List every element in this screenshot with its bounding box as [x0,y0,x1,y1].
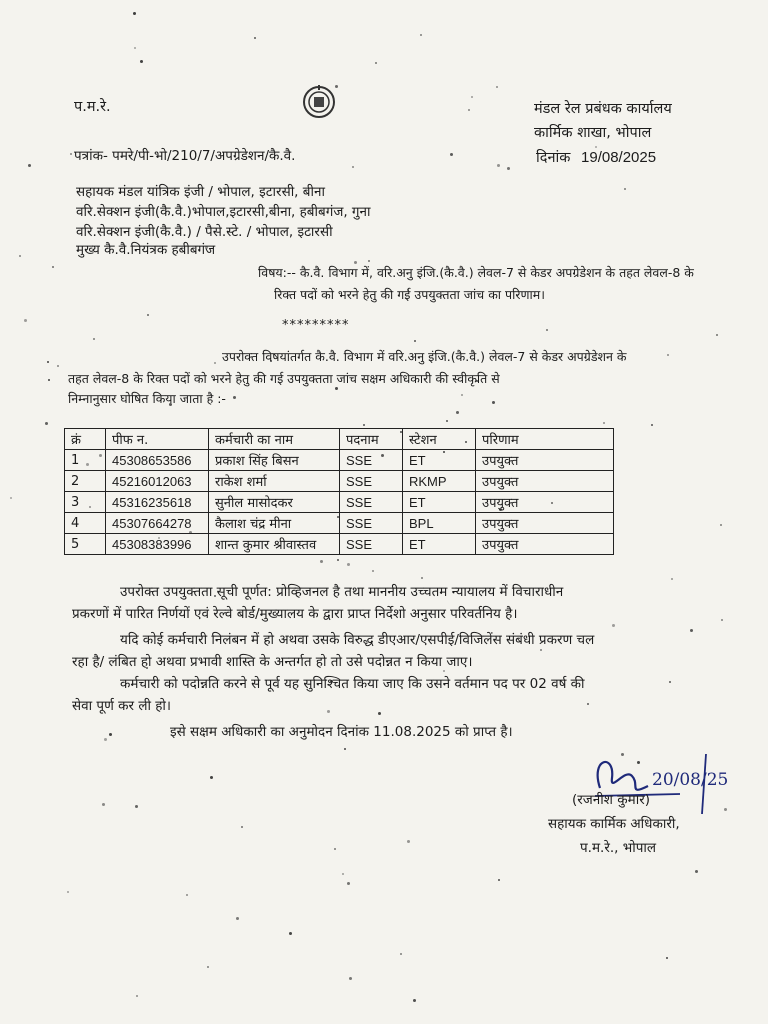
paper-speck [667,354,669,356]
paper-speck [497,164,500,167]
paper-speck [67,891,69,893]
paper-speck [186,894,188,896]
paper-speck [721,619,723,621]
paper-speck [671,578,673,580]
paper-speck [407,840,410,843]
letter-number: पत्रांक- पमरे/पी-भो/210/7/अपग्रेडेशन/कै.वै. [74,148,296,164]
paper-speck [603,422,605,424]
paper-speck [134,47,136,49]
paper-speck [210,776,213,779]
para-2-line-1: यदि कोई कर्मचारी निलंबन में हो अथवा उसके विरुद्ध डीएआर/एसपीई/विजिलेंस संबंधी प्रकरण चल [120,632,595,648]
paper-speck [695,870,698,873]
paper-speck [28,164,31,167]
table-row [65,534,614,555]
paper-speck [413,999,416,1002]
paper-speck [498,879,500,881]
paper-speck [320,560,323,563]
intro-line-1: उपरोक्त विषयांतर्गत कै.वै. विभाग में वरि.अनु इंजि.(कै.वै.) लेवल-7 से केडर अपग्रेडेशन के [222,349,627,364]
paper-speck [507,167,510,170]
paper-speck [45,422,48,425]
subject-line-1: विषय:-- कै.वै. विभाग में, वरि.अनु इंजि.(कै.वै.) लेवल-7 से केडर अपग्रेडेशन के तहत लेवल-8 के [258,265,694,280]
office-branch: कार्मिक शाखा, भोपाल [534,125,652,141]
railway-code: प.म.रे. [74,99,111,115]
paper-speck [140,60,143,63]
cell-result: उपयुक्त [476,492,614,513]
paper-speck [19,255,21,257]
paper-speck [335,387,338,390]
paper-speck [375,62,377,64]
cell-result: उपयुक्त [476,513,614,534]
paper-speck [400,953,402,955]
col-header-designation: पदनाम [340,429,403,450]
cell-station: RKMP [403,471,476,492]
col-header-employee-name: कर्मचारी का नाम [209,429,340,450]
paper-speck [690,629,693,632]
paper-speck [133,12,136,15]
signatory-name: (रजनीश कुमार) [572,792,650,808]
paper-speck [420,34,422,36]
paper-speck [52,266,54,268]
cell-station: ET [403,534,476,555]
paper-speck [368,260,370,262]
cell-designation: SSE [340,492,403,513]
intro-line-2: तहत लेवल-8 के रिक्त पदों को भरने हेतु की गई उपयुक्तता जांच सक्षम अधिकारी की स्वीकृति से [68,371,500,386]
paper-speck [450,153,453,156]
cell-serial: 4 [65,513,106,534]
cell-station: ET [403,450,476,471]
para-3-line-1: कर्मचारी को पदोन्नति करने से पूर्व यह सुनिश्चित किया जाए कि उसने वर्तमान पद पर 02 वर्ष की [120,676,585,692]
paper-speck [492,401,495,404]
paper-speck [352,166,354,168]
paper-speck [349,977,352,980]
cell-pf-no: 45216012063 [106,471,209,492]
paper-speck [57,365,59,367]
paper-speck [540,649,542,651]
cell-pf-no: 45308653586 [106,450,209,471]
cell-employee-name: प्रकाश सिंह बिसन [209,450,340,471]
table-row [65,450,614,471]
handwritten-date: 20/08/25 [652,770,729,790]
paper-speck [48,379,50,381]
date-label: दिनांक [536,150,571,166]
cell-employee-name: शान्त कुमार श्रीवास्तव [209,534,340,555]
paper-speck [214,362,216,364]
paper-speck [456,411,459,414]
paper-speck [347,882,350,885]
paper-speck [446,420,448,422]
paper-speck [233,396,236,399]
paper-speck [471,96,473,98]
cell-station: ET [403,492,476,513]
paper-speck [378,712,381,715]
letter-date [536,147,656,167]
paper-speck [334,848,336,850]
paper-speck [624,188,626,190]
paper-speck [93,338,95,340]
approval-line: इसे सक्षम अधिकारी का अनुमोदन दिनांक 11.08.2025 को प्राप्त है। [170,724,513,740]
col-header-station: स्टेशन [403,429,476,450]
paper-speck [414,340,416,342]
cell-serial: 5 [65,534,106,555]
paper-speck [546,329,548,331]
signatory-designation: सहायक कार्मिक अधिकारी, [548,816,680,832]
separator-stars: ********* [282,318,350,333]
paper-speck [337,559,339,561]
paper-speck [342,873,344,875]
paper-speck [10,497,12,499]
cell-designation: SSE [340,450,403,471]
paper-speck [102,803,105,806]
addressee-line: वरि.सेक्शन इंजी(कै.वै.)भोपाल,इटारसी,बीना, हबीबगंज, गुना [76,204,371,220]
results-table [64,428,614,555]
addressee-line: वरि.सेक्शन इंजी(कै.वै.) / पैसे.स्टे. / भोपाल, इटारसी [76,224,333,240]
paper-speck [720,524,722,526]
paper-speck [443,670,445,672]
paper-speck [109,733,112,736]
intro-line-3: निम्नानुसार घोषित किया जाता है :- [68,391,226,406]
paper-speck [104,738,107,741]
cell-serial: 1 [65,450,106,471]
cell-serial: 3 [65,492,106,513]
paper-speck [236,917,239,920]
subject-line-2: रिक्त पदों को भरने हेतु की गई उपयुक्तता जांच का परिणाम। [274,287,545,302]
paper-speck [327,710,330,713]
paper-speck [344,748,346,750]
table-row [65,513,614,534]
paper-speck [47,361,49,363]
cell-pf-no: 45308383996 [106,534,209,555]
paper-speck [669,681,671,683]
cell-employee-name: राकेश शर्मा [209,471,340,492]
table-header-row [65,429,614,450]
col-header-pf-no: पीफ न. [106,429,209,450]
cell-station: BPL [403,513,476,534]
cell-employee-name: सुनील मासोदकर [209,492,340,513]
cell-designation: SSE [340,513,403,534]
para-2-line-2: रहा है/ लंबित हो अथवा प्रभावी शास्ति के अन्तर्गत हो तो उसे पदोन्नत न किया जाए। [72,654,473,670]
table-row [65,471,614,492]
paper-speck [207,966,209,968]
cell-result: उपयुक्त [476,450,614,471]
paper-speck [24,319,27,322]
date-value: 19/08/2025 [581,149,657,166]
para-1-line-2: प्रकरणों में पारित निर्णयों एवं रेल्वे बोर्ड/मुख्यालय के द्वारा प्राप्त निर्देशो अनुसार परिवर्तनिय है। [72,606,518,622]
paper-speck [716,334,718,336]
paper-speck [587,703,589,705]
paper-speck [241,826,243,828]
cell-employee-name: कैलाश चंद्र मीना [209,513,340,534]
paper-speck [135,805,138,808]
paper-speck [347,563,350,566]
paper-speck [70,153,72,155]
col-header-serial: क्रं [65,429,106,450]
para-1-line-1: उपरोक्त उपयुक्तता सूची पूर्णत: प्रोव्हिजनल है तथा माननीय उच्चतम न्यायालय में विचाराधीन [120,584,564,600]
paper-speck [147,314,149,316]
col-header-result: परिणाम [476,429,614,450]
table-row [65,492,614,513]
paper-speck [461,394,463,396]
cell-result: उपयुक्त [476,534,614,555]
cell-designation: SSE [340,471,403,492]
paper-speck [289,932,292,935]
paper-speck [363,424,365,426]
cell-result: उपयुक्त [476,471,614,492]
paper-speck [666,957,668,959]
para-3-line-2: सेवा पूर्ण कर ली हो। [72,698,172,714]
railway-emblem-icon [300,84,338,120]
cell-designation: SSE [340,534,403,555]
cell-pf-no: 45307664278 [106,513,209,534]
paper-speck [136,995,138,997]
paper-speck [421,577,423,579]
paper-speck [468,109,470,111]
paper-speck [254,37,256,39]
signatory-office: प.म.रे., भोपाल [580,840,657,856]
paper-speck [612,624,615,627]
paper-speck [651,424,653,426]
paper-speck [496,86,498,88]
cell-pf-no: 45316235618 [106,492,209,513]
paper-speck [372,570,374,572]
addressee-line: सहायक मंडल यांत्रिक इंजी / भोपाल, इटारसी, बीना [76,184,325,200]
cell-serial: 2 [65,471,106,492]
office-name: मंडल रेल प्रबंधक कार्यालय [534,101,672,117]
addressee-line: मुख्य कै.वै.नियंत्रक हबीबगंज [76,242,216,258]
